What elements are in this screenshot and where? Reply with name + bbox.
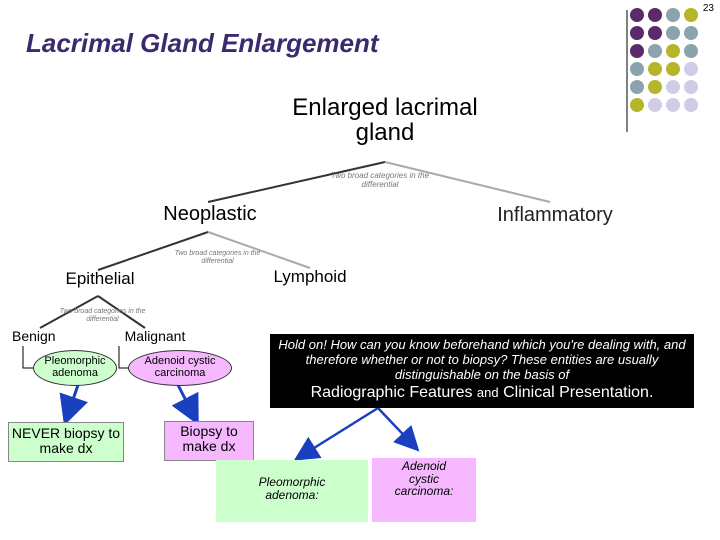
dot-icon: [684, 80, 698, 94]
node-inflammatory: Inflammatory: [497, 204, 613, 226]
dot-icon: [666, 98, 680, 112]
dot-icon: [666, 62, 680, 76]
arrow-adenoid-biopsy: [178, 385, 196, 420]
result-box-adenoid: [372, 458, 476, 522]
biopsy-label: Biopsy to make dx: [180, 423, 238, 454]
dot-icon: [666, 8, 680, 22]
node-neoplastic: Neoplastic: [163, 203, 257, 225]
node-benign: Benign: [12, 328, 56, 344]
dot-icon: [684, 26, 698, 40]
callout-and-text: and: [476, 384, 499, 400]
dot-icon: [630, 62, 644, 76]
arrow-callout-pleomorphic: [298, 408, 378, 458]
dot-icon: [648, 80, 662, 94]
dot-icon: [648, 44, 662, 58]
callout-period: .: [648, 383, 654, 401]
dot-icon: [666, 80, 680, 94]
dot-icon: [666, 26, 680, 40]
result-adenoid-label: Adenoid cystic carcinoma:: [394, 459, 454, 499]
pleomorphic-adenoma-label: Pleomorphic adenoma: [44, 355, 106, 379]
result-box-pleomorphic: [216, 460, 368, 522]
dot-icon: [648, 8, 662, 22]
dot-icon: [630, 80, 644, 94]
dot-icon: [630, 98, 644, 112]
dot-icon: [630, 44, 644, 58]
dot-icon: [684, 98, 698, 112]
dot-icon: [648, 62, 662, 76]
node-epithelial: Epithelial: [65, 269, 135, 288]
callout-box: [270, 334, 694, 408]
adenoid-cystic-ellipse: [128, 350, 232, 386]
dot-icon: [684, 8, 698, 22]
dot-icon: [666, 44, 680, 58]
slide-title: Lacrimal Gland Enlargement: [26, 28, 379, 58]
callout-text: Hold on! How can you know beforehand which you're dealing with, and therefore whether or not to biopsy? These entities are usually distinguishable on the basis of: [278, 337, 686, 382]
note-level3: Two broad categories in the differential: [59, 308, 146, 323]
pleomorphic-adenoma-ellipse: [33, 350, 117, 386]
biopsy-box: [164, 421, 254, 461]
arrow-pleomorphic-never: [66, 385, 78, 420]
dot-icon: [684, 44, 698, 58]
node-root: Enlarged lacrimal gland: [292, 94, 478, 147]
bracket-benign: [23, 346, 33, 368]
slide-number: 23: [702, 3, 714, 14]
never-biopsy-label: NEVER biopsy to make dx: [11, 425, 121, 456]
dot-icon: [630, 8, 644, 22]
note-level1: Two broad categories in the differential: [330, 171, 430, 189]
node-malignant: Malignant: [124, 328, 186, 344]
note-level2: Two broad categories in the differential: [174, 250, 261, 265]
adenoid-cystic-label: Adenoid cystic carcinoma: [144, 355, 216, 379]
decorative-dot-grid: [630, 8, 714, 123]
dot-icon: [684, 62, 698, 76]
callout-emphasis: [276, 384, 688, 402]
node-lymphoid: Lymphoid: [273, 267, 347, 286]
never-biopsy-box: [8, 422, 124, 462]
result-pleomorphic-label: Pleomorphic adenoma:: [258, 475, 326, 502]
radiographic-features-text: Radiographic Features: [310, 383, 473, 401]
dot-icon: [630, 26, 644, 40]
arrow-callout-adenoid: [378, 408, 416, 448]
dot-icon: [648, 26, 662, 40]
clinical-presentation-text: Clinical Presentation: [503, 383, 649, 401]
dot-icon: [648, 98, 662, 112]
